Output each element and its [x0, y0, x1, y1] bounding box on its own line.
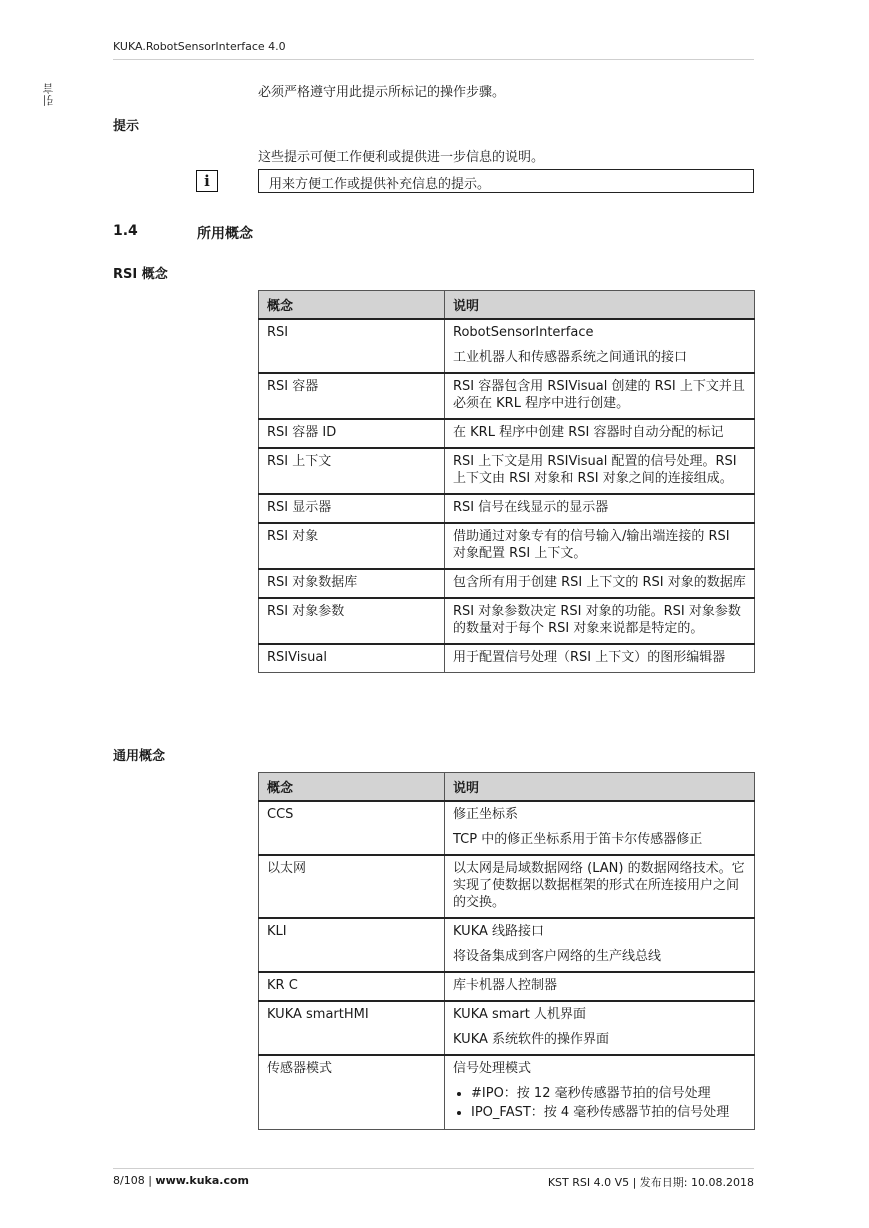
hint-label: 提示 — [113, 119, 140, 134]
concept-description — [445, 448, 755, 494]
description-text: RSI 信号在线显示的显示器 — [453, 500, 609, 515]
concept-term: RSI — [259, 319, 445, 373]
concept-description — [445, 598, 755, 644]
general-concepts-label: 通用概念 — [113, 749, 166, 764]
concept-term: RSI 容器 ID — [259, 419, 445, 448]
concept-description — [445, 494, 755, 523]
table-row — [259, 918, 755, 972]
table-row — [259, 448, 755, 494]
concept-description — [445, 644, 755, 673]
footer-separator: | — [148, 1174, 152, 1187]
concept-term: RSI 对象参数 — [259, 598, 445, 644]
table-row — [259, 1001, 755, 1055]
description-bullet-list — [453, 1085, 746, 1121]
description-text: RSI 对象参数决定 RSI 对象的功能。RSI 对象参数的数量对于每个 RSI 对象来说都是特定的。 — [453, 604, 741, 636]
website-link[interactable]: www.kuka.com — [155, 1174, 249, 1187]
header-divider — [113, 59, 754, 60]
table-row — [259, 855, 755, 918]
concept-description — [445, 373, 755, 419]
concept-term: KUKA smartHMI — [259, 1001, 445, 1055]
table-row — [259, 598, 755, 644]
column-header-concept: 概念 — [259, 773, 445, 802]
concept-description — [445, 319, 755, 373]
description-text: RSI 上下文是用 RSIVisual 配置的信号处理。RSI 上下文由 RSI 对象和 RSI 对象之间的连接组成。 — [453, 454, 737, 486]
description-text: TCP 中的修正坐标系用于笛卡尔传感器修正 — [453, 832, 703, 847]
concept-term: 以太网 — [259, 855, 445, 918]
column-header-description: 说明 — [445, 773, 755, 802]
concept-description — [445, 1055, 755, 1130]
description-text: 修正坐标系 — [453, 807, 519, 822]
hint-note-box — [258, 169, 754, 193]
column-header-concept: 概念 — [259, 291, 445, 320]
concept-description — [445, 801, 755, 855]
general-concepts-table — [258, 772, 755, 1130]
footer-divider — [113, 1168, 754, 1169]
table-row — [259, 523, 755, 569]
concept-term: RSI 上下文 — [259, 448, 445, 494]
table-row — [259, 569, 755, 598]
rsi-concepts-table — [258, 290, 755, 673]
info-icon: i — [196, 170, 218, 192]
description-text: 借助通过对象专有的信号输入/输出端连接的 RSI 对象配置 RSI 上下文。 — [453, 529, 730, 561]
section-title: 所用概念 — [197, 226, 253, 242]
concept-term: RSI 对象数据库 — [259, 569, 445, 598]
concept-term: KLI — [259, 918, 445, 972]
table-row — [259, 494, 755, 523]
hint-note-text: 用来方便工作或提供补充信息的提示。 — [269, 177, 491, 192]
concept-description — [445, 972, 755, 1001]
description-text: 包含所有用于创建 RSI 上下文的 RSI 对象的数据库 — [453, 575, 746, 590]
concept-term: RSI 显示器 — [259, 494, 445, 523]
footer-left — [113, 1174, 249, 1187]
table-row — [259, 801, 755, 855]
description-text: 工业机器人和传感器系统之间通讯的接口 — [453, 350, 688, 365]
description-text: 库卡机器人控制器 — [453, 978, 558, 993]
concept-term: RSI 容器 — [259, 373, 445, 419]
description-text: RobotSensorInterface — [453, 325, 594, 340]
concept-term: KR C — [259, 972, 445, 1001]
table-row — [259, 373, 755, 419]
concept-description — [445, 569, 755, 598]
concept-description — [445, 918, 755, 972]
table-row — [259, 972, 755, 1001]
description-text: 用于配置信号处理（RSI 上下文）的图形编辑器 — [453, 650, 726, 665]
concept-description — [445, 1001, 755, 1055]
table-row — [259, 419, 755, 448]
chapter-side-tab: 引言 — [42, 82, 55, 106]
concept-term: 传感器模式 — [259, 1055, 445, 1130]
concept-description — [445, 419, 755, 448]
description-text: RSI 容器包含用 RSIVisual 创建的 RSI 上下文并且必须在 KRL 程序中进行创建。 — [453, 379, 745, 411]
concept-description — [445, 523, 755, 569]
bullet-item: • #IPO：按 12 毫秒传感器节拍的信号处理 — [471, 1085, 746, 1102]
document-header-title: KUKA.RobotSensorInterface 4.0 — [113, 40, 286, 53]
concept-term: CCS — [259, 801, 445, 855]
table-row — [259, 644, 755, 673]
description-text: 以太网是局域数据网络 (LAN) 的数据网络技术。它实现了使数据以数据框架的形式在所连接用户之间的交换。 — [453, 861, 745, 910]
description-text: KUKA 系统软件的操作界面 — [453, 1032, 610, 1047]
rsi-concepts-label: RSI 概念 — [113, 267, 168, 282]
page-number: 8/108 — [113, 1174, 145, 1187]
description-text: KUKA 线路接口 — [453, 924, 545, 939]
warning-text: 必须严格遵守用此提示所标记的操作步骤。 — [258, 85, 506, 100]
description-text: 将设备集成到客户网络的生产线总线 — [453, 949, 662, 964]
table-row — [259, 1055, 755, 1130]
footer-doc-info: KST RSI 4.0 V5 | 发布日期: 10.08.2018 — [547, 1176, 754, 1189]
description-text: 信号处理模式 — [453, 1061, 532, 1076]
concept-description — [445, 855, 755, 918]
hint-text: 这些提示可便工作便利或提供进一步信息的说明。 — [258, 150, 545, 165]
column-header-description: 说明 — [445, 291, 755, 320]
description-text: KUKA smart 人机界面 — [453, 1007, 586, 1022]
concept-term: RSI 对象 — [259, 523, 445, 569]
description-text: 在 KRL 程序中创建 RSI 容器时自动分配的标记 — [453, 425, 724, 440]
section-number: 1.4 — [113, 223, 138, 239]
bullet-item: • IPO_FAST：按 4 毫秒传感器节拍的信号处理 — [471, 1104, 746, 1121]
table-row — [259, 319, 755, 373]
concept-term: RSIVisual — [259, 644, 445, 673]
